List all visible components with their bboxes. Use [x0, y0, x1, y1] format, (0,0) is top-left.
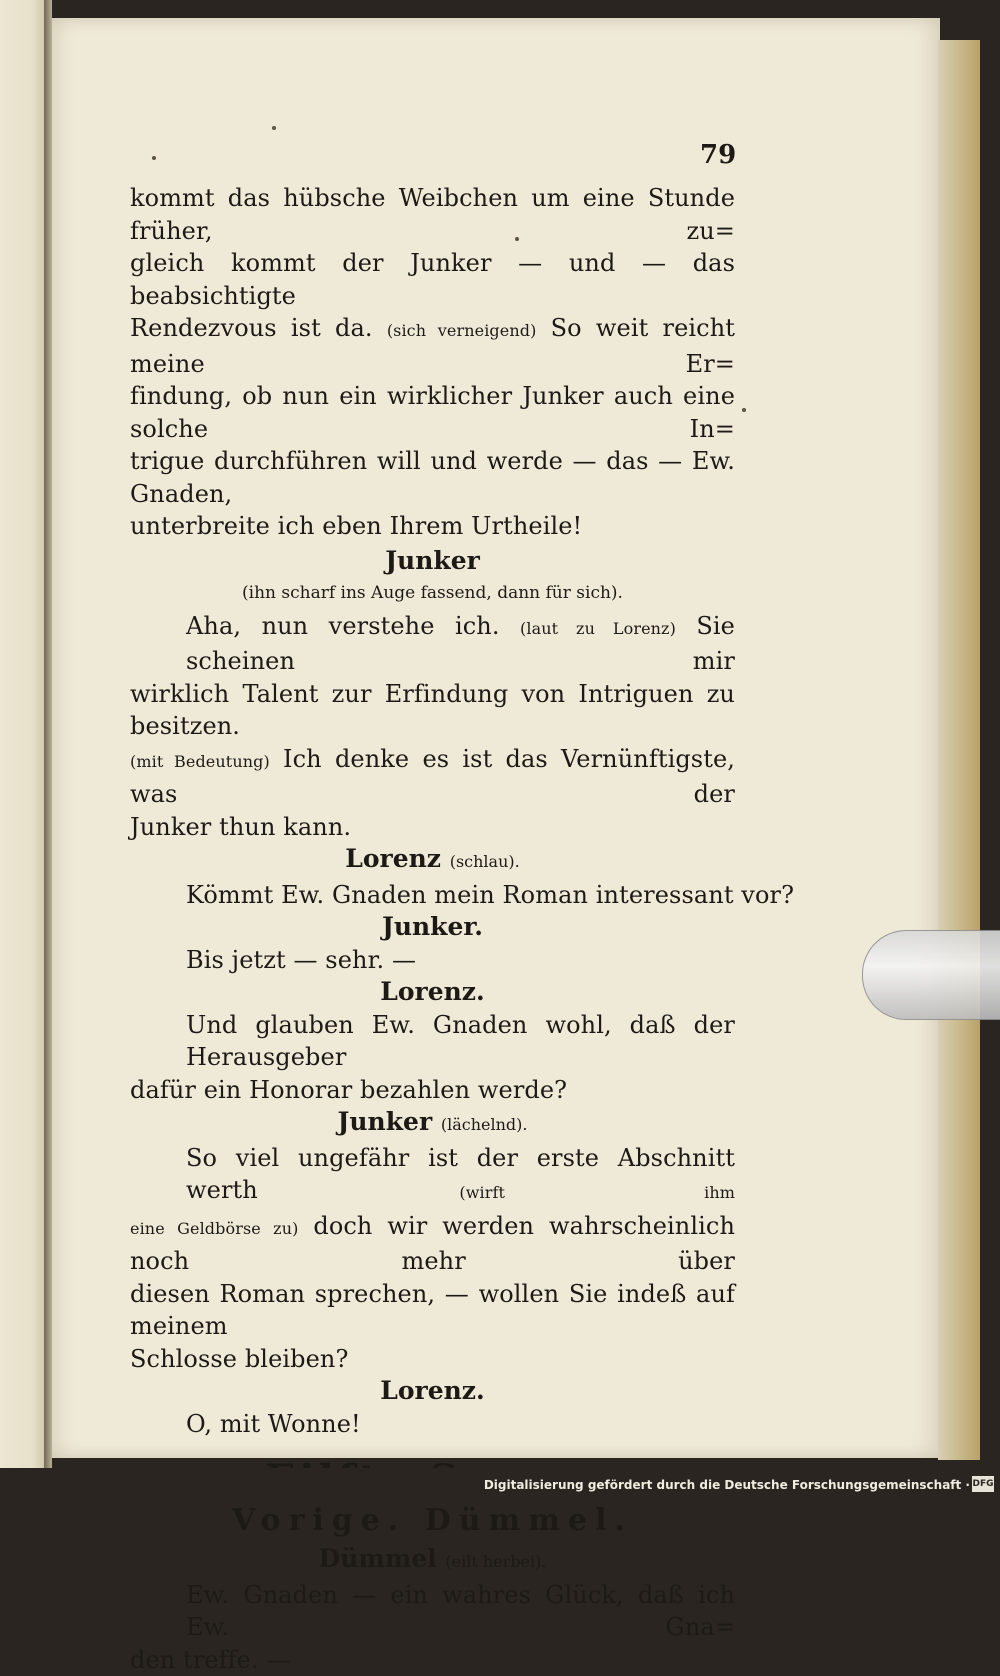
stage-direction: eine Geldbörse zu)	[130, 1219, 298, 1238]
text-line: unterbreite ich eben Ihrem Urtheile!	[130, 510, 735, 543]
speaker-name: Junker	[130, 545, 735, 578]
page-number: 79	[700, 140, 736, 170]
text-line: Und glauben Ew. Gnaden wohl, daß der Herausgeber	[130, 1009, 735, 1074]
left-page-edge	[0, 0, 48, 1468]
text-line: wirklich Talent zur Erfindung von Intriguen zu besitzen.	[130, 678, 735, 743]
text-line	[130, 610, 735, 678]
stage-direction: (eilt herbei).	[445, 1552, 546, 1571]
text-line	[130, 1210, 735, 1278]
paper-speck	[152, 156, 156, 160]
text-fragment: Rendezvous ist da.	[130, 314, 373, 342]
text-fragment: So weit reicht meine Er=	[130, 314, 735, 378]
stage-direction: (wirft ihm	[459, 1183, 735, 1202]
text-line: Junker thun kann.	[130, 811, 735, 844]
paper-speck	[742, 408, 746, 412]
page-text	[130, 182, 735, 1676]
footer-credit: Digitalisierung gefördert durch die Deutsche Forschungsgemeinschaft ·	[484, 1478, 970, 1492]
text-line: trigue durchführen will und werde — das — Ew. Gnaden,	[130, 445, 735, 510]
speaker-name: Junker.	[130, 911, 735, 944]
text-line: Bis jetzt — sehr. —	[130, 944, 735, 977]
stage-direction: (lächelnd).	[441, 1115, 528, 1134]
text-line: O, mit Wonne!	[130, 1408, 735, 1441]
text-line: kommt das hübsche Weibchen um eine Stunde früher, zu=	[130, 182, 735, 247]
speaker-name: Dümmel	[319, 1544, 437, 1573]
book-gutter	[44, 0, 52, 1468]
speaker-line	[130, 1106, 735, 1142]
text-fragment: Ich denke es ist das Vernünftigste, was der	[130, 745, 735, 809]
scene-cast: Vorige. Dümmel.	[130, 1505, 735, 1538]
text-line: Schlosse bleiben?	[130, 1343, 735, 1376]
text-line: Kömmt Ew. Gnaden mein Roman interessant vor?	[130, 879, 735, 912]
text-fragment: So viel ungefähr ist der erste Abschnitt werth	[186, 1144, 735, 1205]
speaker-name: Lorenz.	[130, 976, 735, 1009]
stage-direction: (mit Bedeutung)	[130, 752, 270, 771]
text-fragment: doch wir werden wahrscheinlich noch mehr über	[130, 1212, 735, 1276]
text-line: findung, ob nun ein wirklicher Junker auch eine solche In=	[130, 380, 735, 445]
stage-direction: (sich verneigend)	[387, 321, 537, 340]
text-line: diesen Roman sprechen, — wollen Sie indeß auf meinem	[130, 1278, 735, 1343]
stage-direction: (ihn scharf ins Auge fassend, dann für sich).	[130, 577, 735, 610]
speaker-name: Lorenz.	[130, 1375, 735, 1408]
text-line: dafür ein Honorar bezahlen werde?	[130, 1074, 735, 1107]
text-line: gleich kommt der Junker — und — das beabsichtigte	[130, 247, 735, 312]
page-stack-edge	[938, 40, 980, 1460]
glass-page-holder	[862, 930, 1000, 1020]
stage-direction: (laut zu Lorenz)	[520, 619, 676, 638]
text-line	[130, 312, 735, 380]
text-fragment: Sie scheinen mir	[186, 612, 735, 676]
speaker-name: Junker	[338, 1107, 433, 1136]
text-line	[130, 1142, 735, 1210]
speaker-name: Lorenz	[345, 844, 441, 873]
speaker-line	[130, 1543, 735, 1579]
stage-direction: (schlau).	[450, 852, 520, 871]
text-line	[130, 743, 735, 811]
paper-speck	[272, 126, 276, 130]
text-line: Ew. Gnaden — ein wahres Glück, daß ich Ew. Gna=	[130, 1579, 735, 1644]
text-line: den treffe. —	[130, 1644, 735, 1676]
dfg-logo: DFG	[972, 1476, 994, 1492]
speaker-line	[130, 843, 735, 879]
text-fragment: Aha, nun verstehe ich.	[186, 612, 500, 640]
